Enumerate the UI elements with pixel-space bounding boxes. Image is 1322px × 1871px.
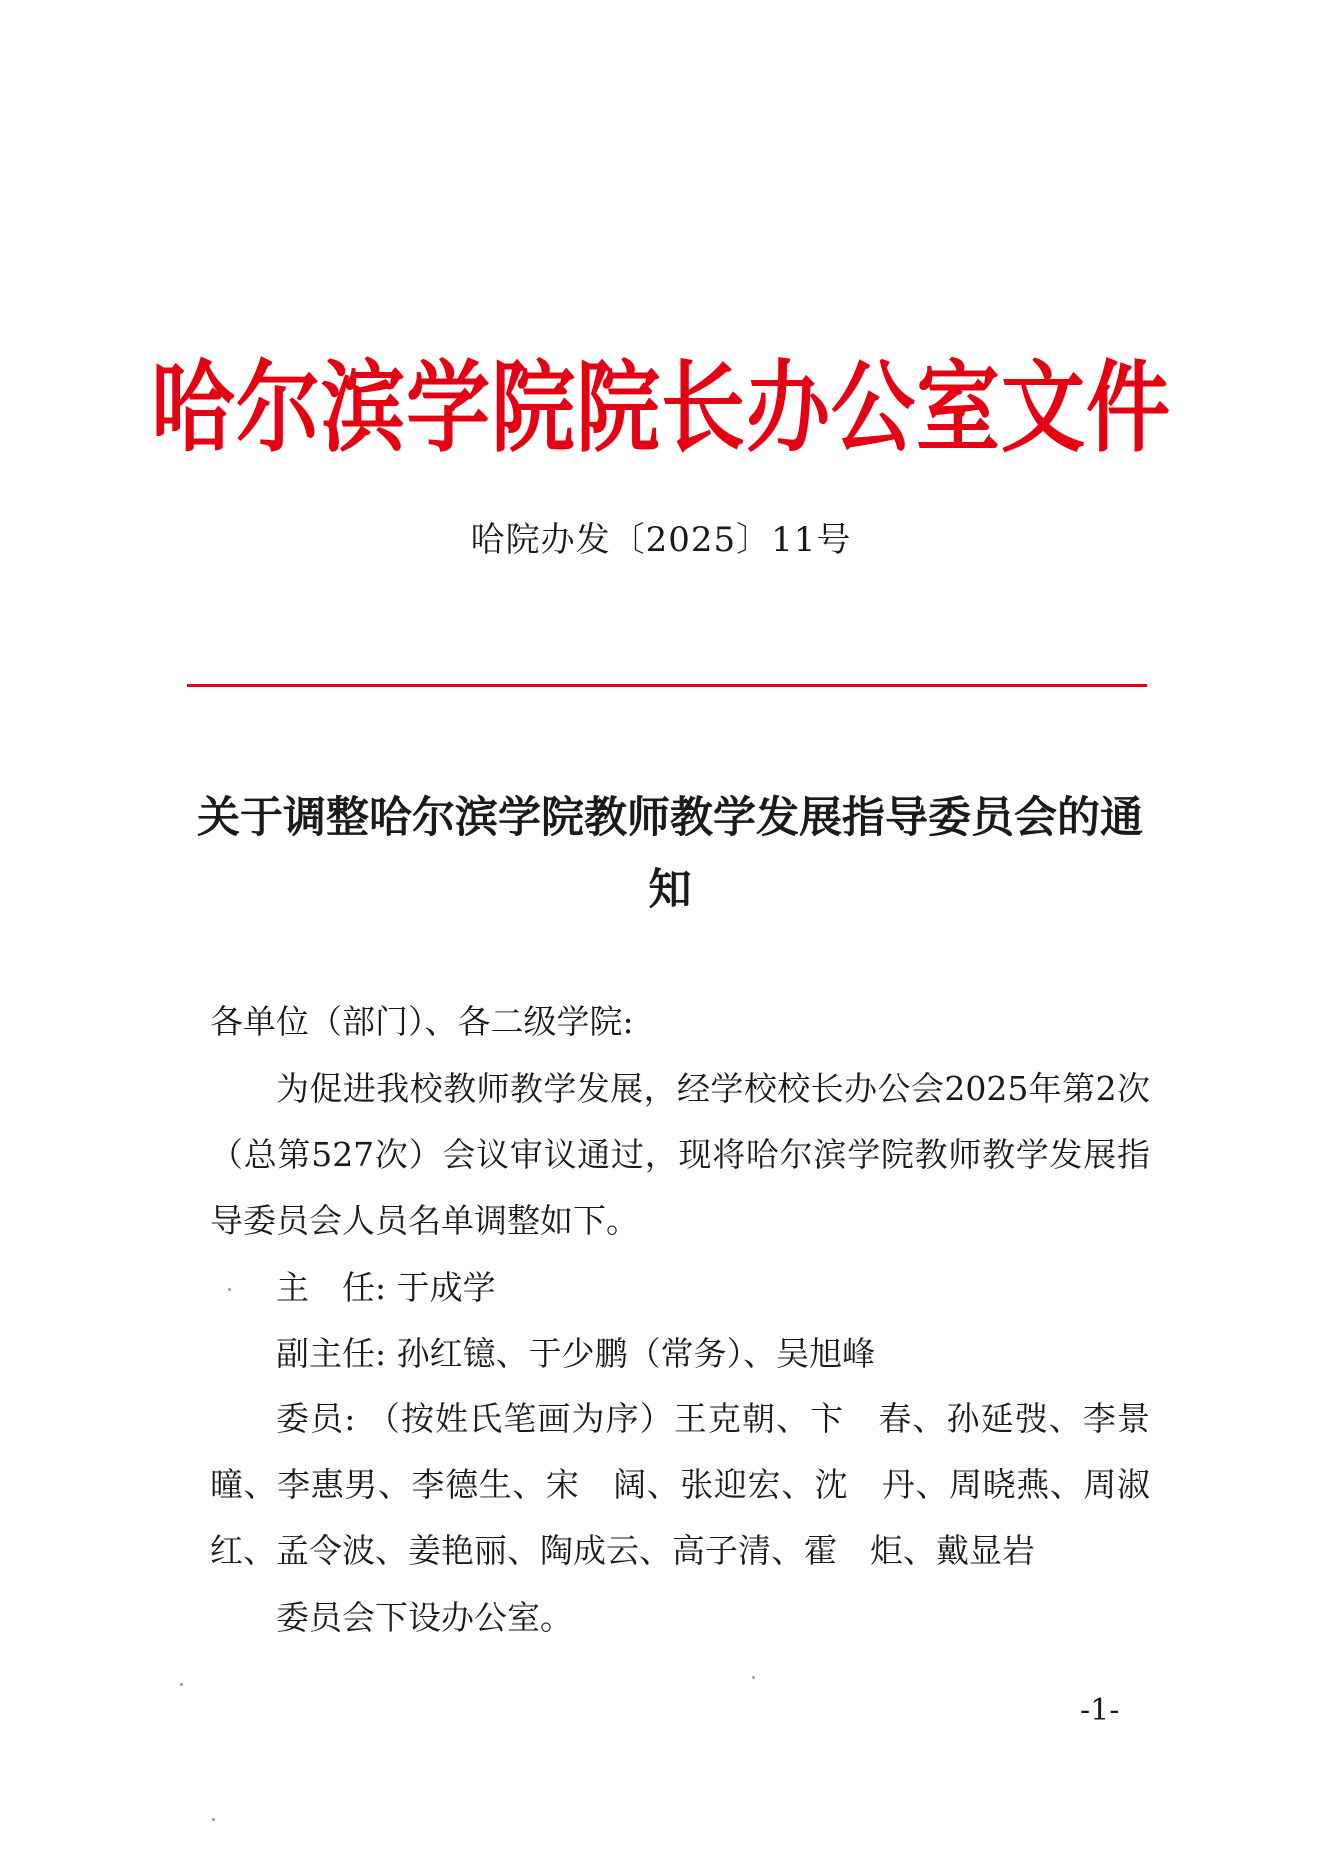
deputy-directors-line: 副主任: 孙红镱、于少鹏（常务）、吴旭峰 (276, 1334, 876, 1373)
salutation: 各单位（部门）、各二级学院: (210, 1002, 634, 1041)
scan-speck (212, 1818, 215, 1821)
body-paragraph: 为促进我校教师教学发展，经学校校长办公会2025年第2次（总第527次）会议审议通过，现将哈尔滨学院教师教学发展指导委员会人员名单调整如下。 (210, 1069, 1150, 1240)
scan-speck (180, 1683, 183, 1686)
document-number: 哈院办发〔2025〕11号 (470, 520, 852, 560)
committee-members: 委员: （按姓氏笔画为序）王克朝、卞 春、孙延弢、李景曈、李惠男、李德生、宋 阔、张迎宏、沈 丹、周晓燕、周淑红、孟令波、姜艳丽、陶成云、高子清、霍 炬、戴显岩 (210, 1399, 1150, 1570)
scan-speck (752, 1676, 755, 1679)
red-header-divider (187, 684, 1147, 687)
page-number: -1- (1080, 1693, 1120, 1728)
notice-title: 关于调整哈尔滨学院教师教学发展指导委员会的通知 (197, 793, 1143, 915)
scan-speck (228, 1288, 231, 1291)
director-line: 主 任: 于成学 (276, 1268, 496, 1307)
office-note: 委员会下设办公室。 (276, 1598, 573, 1637)
document-header-title: 哈尔滨学院院长办公室文件 (150, 348, 1171, 466)
